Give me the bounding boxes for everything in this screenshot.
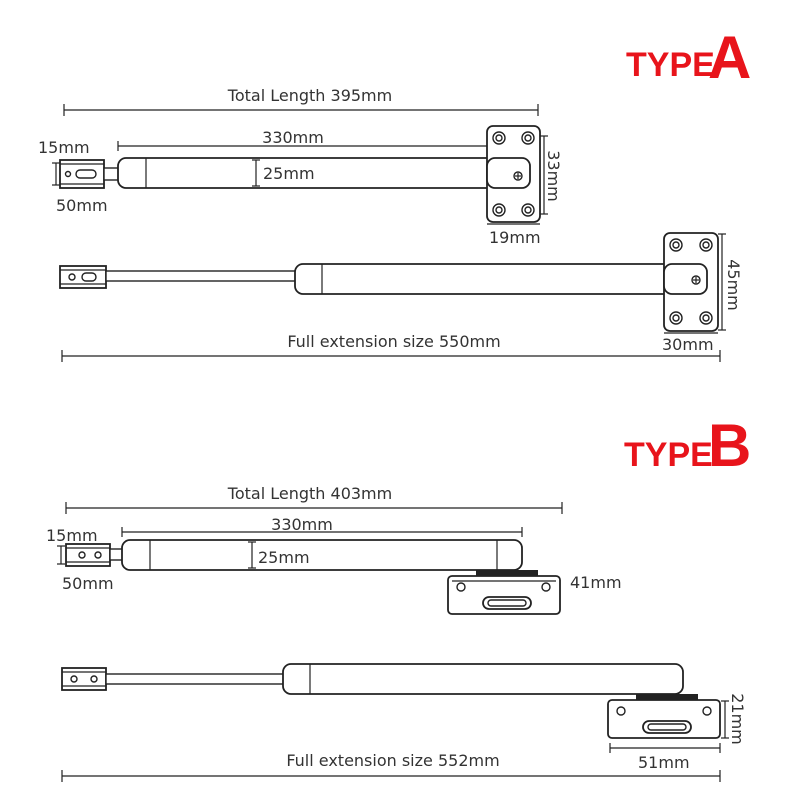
type-b-bracket-extended <box>62 668 106 690</box>
type-b-total-length-label: Total Length 403mm <box>227 484 393 503</box>
type-a-plate-width-label: 19mm <box>489 228 541 247</box>
pivot-screw-icon <box>692 276 700 284</box>
type-b-total-length-dimension <box>66 484 562 514</box>
type-b-bracket-closed <box>66 544 110 566</box>
type-a-plate-height-dimension <box>540 136 563 214</box>
type-a-extended-rod <box>106 271 298 281</box>
type-b-ext-plate-width-label: 51mm <box>638 753 690 772</box>
type-b-body-height-label: 25mm <box>258 548 310 567</box>
type-b-body-length-label: 330mm <box>271 515 333 534</box>
type-a-body-end-cap <box>487 158 530 188</box>
type-a-plate-height-label: 33mm <box>544 150 563 202</box>
type-a-stay-body-closed <box>118 158 530 188</box>
type-b-mounting-plate-extended <box>608 694 720 738</box>
type-b-bracket-width-label: 50mm <box>62 574 114 593</box>
type-a-stay-body-extended <box>295 264 707 294</box>
type-b-bracket-height-label: 15mm <box>46 526 98 545</box>
type-b-plate-height-label: 41mm <box>570 573 622 592</box>
type-b-ext-plate-width-dimension <box>610 743 720 772</box>
type-a-section <box>38 24 751 362</box>
type-a-full-extension-label: Full extension size 550mm <box>287 332 501 351</box>
type-a-body-height-label: 25mm <box>263 164 315 183</box>
type-a-bracket-width-label: 50mm <box>56 196 108 215</box>
type-b-body-length-dimension <box>122 515 522 537</box>
type-b-label-letter: B <box>708 412 752 479</box>
type-b-full-extension-label: Full extension size 552mm <box>286 751 500 770</box>
type-a-bracket-extended <box>60 266 106 288</box>
type-a-ext-plate-height-label: 45mm <box>724 259 743 311</box>
type-a-ext-plate-width-label: 30mm <box>662 335 714 354</box>
type-b-full-extension-dimension <box>62 751 720 782</box>
type-a-label-letter: A <box>708 24 752 91</box>
type-a-full-extension-dimension <box>62 332 720 362</box>
type-a-body-length-label: 330mm <box>262 128 324 147</box>
type-a-total-length-dimension <box>64 86 538 116</box>
type-a-ext-plate-width-dimension <box>662 333 718 354</box>
type-b-stay-body-extended <box>283 664 683 694</box>
type-a-bracket-closed <box>60 160 104 188</box>
type-b-label-word: TYPE <box>624 436 713 474</box>
type-b-mounting-plate-closed <box>448 570 560 614</box>
type-a-label-word: TYPE <box>626 46 715 84</box>
type-a-body-length-dimension <box>118 128 520 151</box>
type-b-section <box>46 412 751 782</box>
pivot-screw-icon <box>514 172 522 180</box>
type-b-extended-rod <box>106 674 286 684</box>
type-a-plate-width-dimension <box>487 224 541 247</box>
type-a-bracket-height-label: 15mm <box>38 138 90 157</box>
type-a-total-length-label: Total Length 395mm <box>227 86 393 105</box>
type-b-stay-body-closed <box>122 540 522 570</box>
type-b-ext-plate-height-label: 21mm <box>728 693 747 745</box>
type-b-ext-plate-height-dimension <box>721 693 747 745</box>
type-a-ext-plate-height-dimension <box>718 234 743 330</box>
